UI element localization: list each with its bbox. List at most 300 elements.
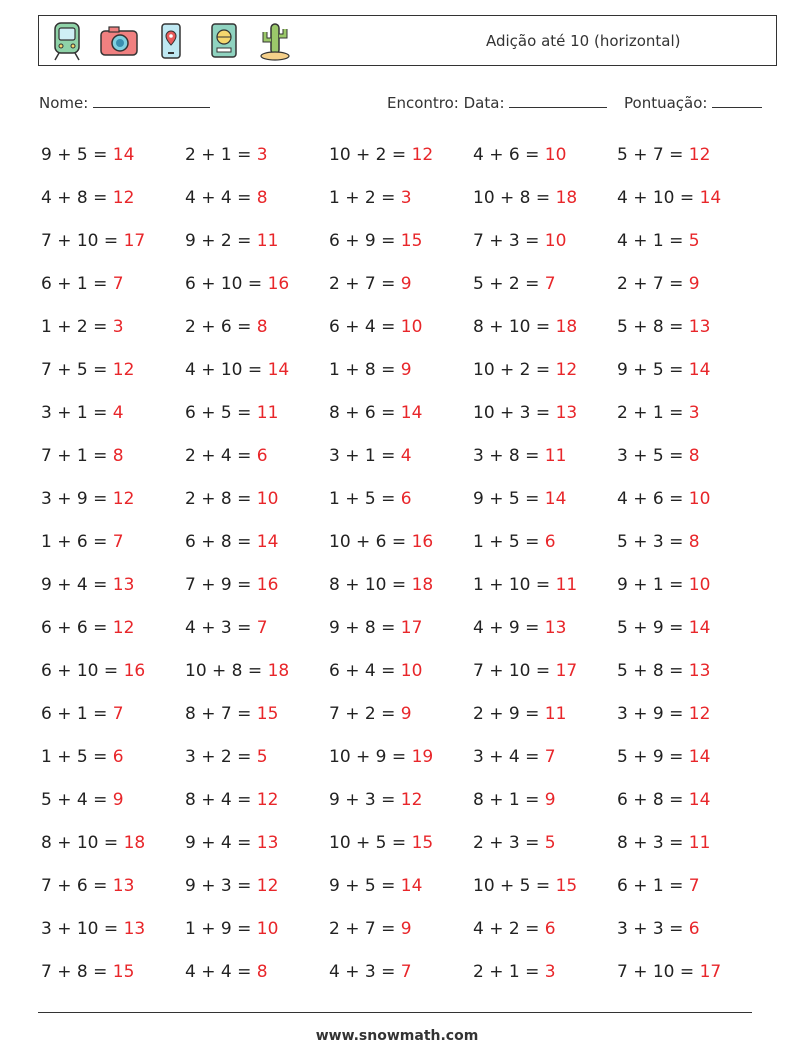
addition-problem [329, 317, 422, 337]
addition-problem [473, 446, 566, 466]
problem-answer: 18 [555, 188, 578, 208]
problem-expression: 5 + 3 = [617, 532, 684, 552]
problem-answer: 9 [688, 274, 700, 294]
problem-expression: 3 + 1 = [329, 446, 396, 466]
problem-expression: 4 + 6 = [473, 145, 540, 165]
problem-answer: 8 [256, 962, 268, 982]
problem-answer: 15 [256, 704, 279, 724]
addition-problem [473, 661, 577, 681]
addition-problem [41, 317, 124, 337]
addition-problem [41, 833, 145, 853]
problem-answer: 12 [411, 145, 434, 165]
problem-answer: 6 [544, 919, 556, 939]
problem-expression: 3 + 3 = [617, 919, 684, 939]
problem-expression: 3 + 4 = [473, 747, 540, 767]
problem-expression: 10 + 9 = [329, 747, 407, 767]
problem-expression: 6 + 10 = [185, 274, 263, 294]
problem-expression: 2 + 1 = [473, 962, 540, 982]
problem-expression: 10 + 2 = [473, 360, 551, 380]
problem-expression: 4 + 4 = [185, 188, 252, 208]
problem-expression: 2 + 6 = [185, 317, 252, 337]
problem-answer: 3 [256, 145, 268, 165]
score-blank [712, 93, 762, 108]
problem-expression: 7 + 3 = [473, 231, 540, 251]
addition-problem [473, 403, 577, 423]
problem-expression: 5 + 7 = [617, 145, 684, 165]
addition-problem [41, 532, 124, 552]
addition-problem [473, 962, 556, 982]
problem-expression: 2 + 7 = [329, 919, 396, 939]
problem-answer: 14 [688, 747, 711, 767]
problem-expression: 9 + 5 = [617, 360, 684, 380]
problem-expression: 1 + 5 = [41, 747, 108, 767]
addition-problem [185, 876, 278, 896]
problem-expression: 9 + 3 = [185, 876, 252, 896]
problem-answer: 14 [688, 790, 711, 810]
problem-expression: 4 + 3 = [185, 618, 252, 638]
addition-problem [473, 360, 577, 380]
addition-problem [329, 446, 412, 466]
problem-answer: 3 [400, 188, 412, 208]
addition-problem [617, 188, 721, 208]
problem-answer: 10 [256, 919, 279, 939]
problem-answer: 4 [400, 446, 412, 466]
addition-problem [185, 145, 268, 165]
addition-problem [41, 747, 124, 767]
problem-answer: 6 [688, 919, 700, 939]
problem-answer: 14 [400, 876, 423, 896]
problem-answer: 13 [112, 575, 135, 595]
addition-problem [617, 489, 710, 509]
problem-answer: 12 [112, 489, 135, 509]
problem-expression: 3 + 1 = [41, 403, 108, 423]
addition-problem [329, 704, 412, 724]
addition-problem [41, 704, 124, 724]
problem-answer: 14 [400, 403, 423, 423]
addition-problem [617, 790, 710, 810]
problem-expression: 10 + 6 = [329, 532, 407, 552]
problem-expression: 2 + 4 = [185, 446, 252, 466]
problem-answer: 14 [688, 360, 711, 380]
problem-expression: 6 + 10 = [41, 661, 119, 681]
phone-map-icon [151, 20, 191, 62]
problem-expression: 2 + 1 = [617, 403, 684, 423]
problem-expression: 7 + 1 = [41, 446, 108, 466]
addition-problem [329, 231, 422, 251]
problem-expression: 10 + 8 = [185, 661, 263, 681]
problem-answer: 17 [123, 231, 146, 251]
problem-expression: 2 + 1 = [185, 145, 252, 165]
problem-expression: 3 + 10 = [41, 919, 119, 939]
addition-problem [185, 489, 278, 509]
problem-answer: 8 [256, 188, 268, 208]
cactus-icon [255, 20, 295, 62]
addition-problem [329, 360, 412, 380]
problem-expression: 2 + 8 = [185, 489, 252, 509]
problem-answer: 14 [267, 360, 290, 380]
addition-problem [617, 919, 700, 939]
problem-answer: 15 [555, 876, 578, 896]
problem-answer: 16 [411, 532, 434, 552]
problem-expression: 9 + 1 = [617, 575, 684, 595]
addition-problem [185, 317, 268, 337]
addition-problem [617, 876, 700, 896]
problem-expression: 4 + 9 = [473, 618, 540, 638]
addition-problem [329, 661, 422, 681]
addition-problem [329, 876, 422, 896]
addition-problem [329, 145, 433, 165]
problem-answer: 12 [555, 360, 578, 380]
problem-expression: 9 + 2 = [185, 231, 252, 251]
problem-expression: 4 + 10 = [617, 188, 695, 208]
addition-problem [473, 919, 556, 939]
problem-expression: 9 + 3 = [329, 790, 396, 810]
addition-problem [41, 360, 134, 380]
problem-answer: 7 [112, 274, 124, 294]
addition-problem [41, 575, 134, 595]
addition-problem [473, 790, 556, 810]
problem-expression: 9 + 5 = [41, 145, 108, 165]
problem-expression: 3 + 9 = [41, 489, 108, 509]
problem-expression: 5 + 9 = [617, 618, 684, 638]
problem-expression: 1 + 5 = [473, 532, 540, 552]
problem-answer: 12 [112, 360, 135, 380]
problem-expression: 6 + 9 = [329, 231, 396, 251]
addition-problem [185, 274, 289, 294]
addition-problem [329, 790, 422, 810]
addition-problem [41, 403, 124, 423]
addition-problem [41, 446, 124, 466]
problem-expression: 8 + 3 = [617, 833, 684, 853]
problem-expression: 10 + 8 = [473, 188, 551, 208]
problem-answer: 7 [400, 962, 412, 982]
score-label: Pontuação: [624, 94, 708, 112]
problem-answer: 6 [400, 489, 412, 509]
addition-problem [185, 704, 278, 724]
addition-problem [617, 403, 700, 423]
problem-answer: 12 [400, 790, 423, 810]
problem-expression: 2 + 7 = [329, 274, 396, 294]
addition-problem [185, 833, 278, 853]
problem-answer: 10 [688, 575, 711, 595]
problem-answer: 6 [256, 446, 268, 466]
addition-problem [41, 790, 124, 810]
problem-answer: 18 [411, 575, 434, 595]
problem-answer: 9 [400, 360, 412, 380]
problem-answer: 13 [555, 403, 578, 423]
problem-expression: 7 + 10 = [41, 231, 119, 251]
problem-answer: 10 [688, 489, 711, 509]
problem-answer: 10 [544, 231, 567, 251]
addition-problem [617, 575, 710, 595]
addition-problem [41, 274, 124, 294]
problem-expression: 2 + 3 = [473, 833, 540, 853]
name-label: Nome: [39, 94, 89, 112]
problem-expression: 1 + 8 = [329, 360, 396, 380]
problem-expression: 8 + 10 = [41, 833, 119, 853]
camera-icon [99, 20, 139, 62]
problem-answer: 13 [112, 876, 135, 896]
addition-problem [617, 231, 700, 251]
problem-answer: 14 [699, 188, 722, 208]
problem-answer: 9 [112, 790, 124, 810]
problem-answer: 9 [400, 704, 412, 724]
addition-problem [185, 919, 278, 939]
addition-problem [41, 618, 134, 638]
problem-expression: 7 + 9 = [185, 575, 252, 595]
problem-answer: 7 [544, 747, 556, 767]
problem-answer: 6 [112, 747, 124, 767]
addition-problem [473, 489, 566, 509]
addition-problem [473, 876, 577, 896]
problem-expression: 10 + 3 = [473, 403, 551, 423]
addition-problem [41, 876, 134, 896]
addition-problem [41, 962, 134, 982]
problem-expression: 5 + 8 = [617, 661, 684, 681]
problem-expression: 7 + 2 = [329, 704, 396, 724]
addition-problem [473, 833, 556, 853]
addition-problem [185, 532, 278, 552]
problem-answer: 13 [688, 661, 711, 681]
addition-problem [185, 661, 289, 681]
addition-problem [617, 661, 710, 681]
problem-answer: 15 [411, 833, 434, 853]
problem-expression: 3 + 9 = [617, 704, 684, 724]
problem-expression: 8 + 1 = [473, 790, 540, 810]
addition-problem [473, 532, 556, 552]
problem-answer: 16 [256, 575, 279, 595]
problem-expression: 8 + 10 = [329, 575, 407, 595]
problem-expression: 6 + 1 = [41, 704, 108, 724]
problem-expression: 4 + 10 = [185, 360, 263, 380]
addition-problem [185, 618, 268, 638]
problem-answer: 7 [544, 274, 556, 294]
problem-answer: 6 [544, 532, 556, 552]
addition-problem [185, 403, 278, 423]
problem-answer: 14 [688, 618, 711, 638]
problem-expression: 10 + 5 = [473, 876, 551, 896]
header-icons [47, 20, 295, 62]
problem-expression: 9 + 5 = [473, 489, 540, 509]
problem-expression: 6 + 4 = [329, 661, 396, 681]
problem-expression: 7 + 5 = [41, 360, 108, 380]
addition-problem [329, 188, 412, 208]
problem-answer: 9 [544, 790, 556, 810]
problem-answer: 10 [400, 661, 423, 681]
encounter-date-field [387, 93, 607, 112]
addition-problem [329, 618, 422, 638]
problem-expression: 8 + 7 = [185, 704, 252, 724]
problem-answer: 11 [688, 833, 711, 853]
addition-problem [41, 231, 145, 251]
addition-problem [473, 145, 566, 165]
addition-problem [329, 532, 433, 552]
addition-problem [185, 790, 278, 810]
problem-expression: 7 + 10 = [473, 661, 551, 681]
problem-expression: 9 + 4 = [41, 575, 108, 595]
problem-answer: 14 [256, 532, 279, 552]
addition-problem [41, 145, 134, 165]
problem-expression: 6 + 5 = [185, 403, 252, 423]
addition-problem [473, 317, 577, 337]
problem-answer: 3 [688, 403, 700, 423]
addition-problem [617, 145, 710, 165]
problem-expression: 4 + 3 = [329, 962, 396, 982]
addition-problem [185, 747, 268, 767]
name-field [39, 93, 210, 112]
problem-expression: 1 + 6 = [41, 532, 108, 552]
problem-expression: 7 + 6 = [41, 876, 108, 896]
problem-expression: 3 + 2 = [185, 747, 252, 767]
problem-answer: 4 [112, 403, 124, 423]
problem-expression: 4 + 8 = [41, 188, 108, 208]
problem-answer: 5 [688, 231, 700, 251]
problem-answer: 16 [123, 661, 146, 681]
addition-problem [329, 274, 412, 294]
problem-expression: 6 + 1 = [617, 876, 684, 896]
addition-problem [329, 919, 412, 939]
problem-expression: 4 + 6 = [617, 489, 684, 509]
problem-answer: 12 [256, 876, 279, 896]
problem-answer: 14 [544, 489, 567, 509]
name-blank [93, 93, 210, 108]
addition-problem [185, 575, 278, 595]
addition-problem [41, 919, 145, 939]
problem-expression: 3 + 5 = [617, 446, 684, 466]
problem-expression: 7 + 8 = [41, 962, 108, 982]
addition-problem [473, 231, 566, 251]
problem-answer: 9 [400, 274, 412, 294]
addition-problem [329, 962, 412, 982]
problem-answer: 12 [256, 790, 279, 810]
footer-url: www.snowmath.com [315, 1028, 479, 1044]
problem-expression: 2 + 9 = [473, 704, 540, 724]
addition-problem [329, 575, 433, 595]
problem-answer: 16 [267, 274, 290, 294]
problem-answer: 13 [256, 833, 279, 853]
problem-answer: 15 [400, 231, 423, 251]
problem-answer: 18 [555, 317, 578, 337]
problem-answer: 12 [112, 188, 135, 208]
passport-icon [203, 20, 243, 62]
addition-problem [617, 962, 721, 982]
problem-expression: 9 + 5 = [329, 876, 396, 896]
problem-answer: 12 [112, 618, 135, 638]
addition-problem [185, 446, 268, 466]
problem-answer: 12 [688, 145, 711, 165]
problem-answer: 5 [256, 747, 268, 767]
problem-expression: 9 + 8 = [329, 618, 396, 638]
tram-icon [47, 20, 87, 62]
addition-problem [617, 360, 710, 380]
problem-expression: 1 + 9 = [185, 919, 252, 939]
problem-expression: 5 + 9 = [617, 747, 684, 767]
worksheet-title: Adição até 10 (horizontal) [486, 32, 681, 50]
addition-problem [329, 833, 433, 853]
addition-problem [473, 575, 577, 595]
problem-expression: 6 + 8 = [617, 790, 684, 810]
date-blank [509, 93, 607, 108]
addition-problem [617, 446, 700, 466]
addition-problem [617, 317, 710, 337]
problem-answer: 17 [699, 962, 722, 982]
addition-problem [617, 747, 710, 767]
problem-answer: 7 [112, 532, 124, 552]
problem-answer: 12 [688, 704, 711, 724]
problem-answer: 11 [544, 704, 567, 724]
problem-answer: 9 [400, 919, 412, 939]
problem-expression: 3 + 8 = [473, 446, 540, 466]
problem-expression: 1 + 5 = [329, 489, 396, 509]
addition-problem [185, 360, 289, 380]
problem-answer: 3 [544, 962, 556, 982]
problem-answer: 11 [544, 446, 567, 466]
problem-expression: 6 + 8 = [185, 532, 252, 552]
encounter-date-label: Encontro: Data: [387, 94, 505, 112]
problem-answer: 7 [112, 704, 124, 724]
problem-answer: 17 [400, 618, 423, 638]
addition-problem [329, 403, 422, 423]
problem-answer: 18 [267, 661, 290, 681]
problem-answer: 13 [544, 618, 567, 638]
problem-expression: 6 + 1 = [41, 274, 108, 294]
addition-problem [473, 618, 566, 638]
addition-problem [185, 188, 268, 208]
addition-problem [617, 618, 710, 638]
score-field [624, 93, 762, 112]
problem-answer: 3 [112, 317, 124, 337]
problem-answer: 15 [112, 962, 135, 982]
problem-answer: 14 [112, 145, 135, 165]
addition-problem [185, 962, 268, 982]
addition-problem [329, 747, 433, 767]
problem-answer: 7 [256, 618, 268, 638]
problem-expression: 8 + 6 = [329, 403, 396, 423]
problem-answer: 10 [256, 489, 279, 509]
problem-answer: 11 [555, 575, 578, 595]
problem-expression: 4 + 4 = [185, 962, 252, 982]
problem-answer: 5 [544, 833, 556, 853]
problem-expression: 7 + 10 = [617, 962, 695, 982]
problem-expression: 10 + 2 = [329, 145, 407, 165]
problem-expression: 8 + 10 = [473, 317, 551, 337]
problem-expression: 10 + 5 = [329, 833, 407, 853]
problem-answer: 7 [688, 876, 700, 896]
problem-expression: 8 + 4 = [185, 790, 252, 810]
addition-problem [473, 704, 566, 724]
problem-answer: 13 [123, 919, 146, 939]
addition-problem [185, 231, 278, 251]
problem-expression: 9 + 4 = [185, 833, 252, 853]
addition-problem [41, 489, 134, 509]
problem-expression: 6 + 4 = [329, 317, 396, 337]
problem-answer: 11 [256, 403, 279, 423]
addition-problem [473, 274, 556, 294]
problem-expression: 4 + 2 = [473, 919, 540, 939]
problem-expression: 5 + 8 = [617, 317, 684, 337]
addition-problem [41, 661, 145, 681]
addition-problem [617, 833, 710, 853]
problem-answer: 17 [555, 661, 578, 681]
addition-problem [41, 188, 134, 208]
problem-expression: 5 + 4 = [41, 790, 108, 810]
problem-answer: 8 [256, 317, 268, 337]
problem-expression: 1 + 2 = [329, 188, 396, 208]
problem-expression: 5 + 2 = [473, 274, 540, 294]
problem-expression: 2 + 7 = [617, 274, 684, 294]
addition-problem [473, 188, 577, 208]
problem-answer: 8 [688, 532, 700, 552]
